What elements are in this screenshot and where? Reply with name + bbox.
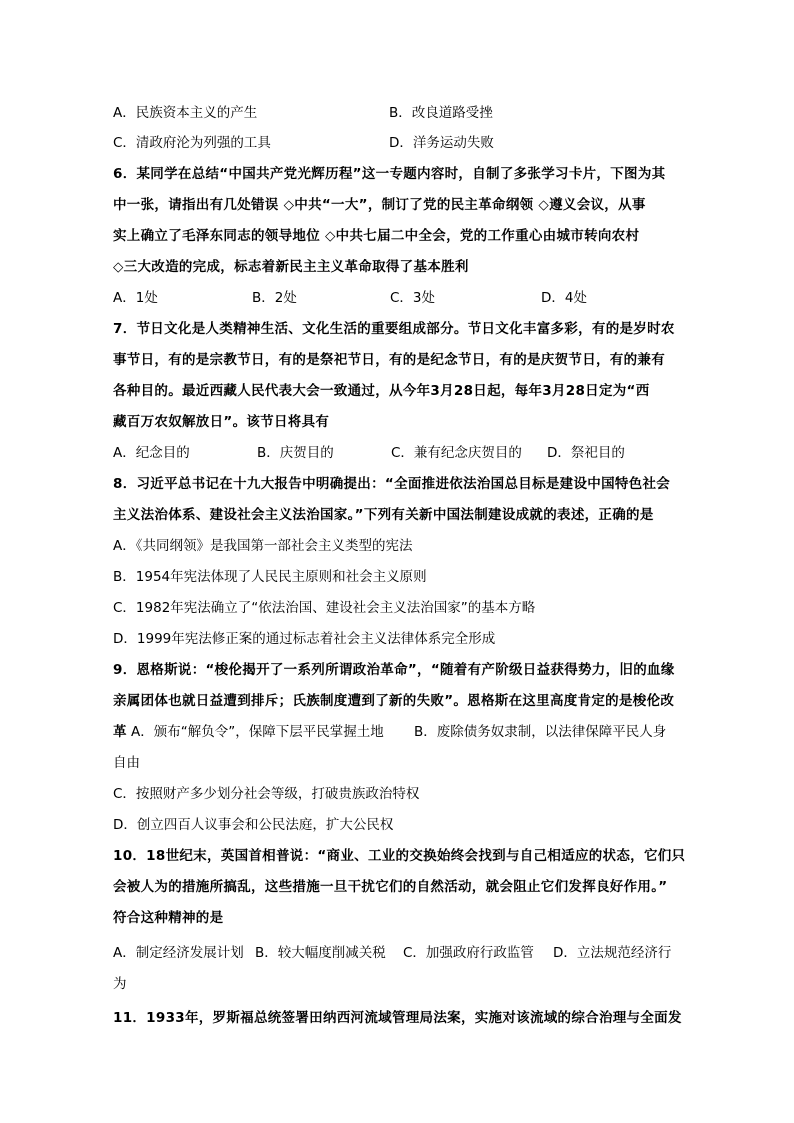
q8-option-c: C．1982年宪法确立了“依法治国、建设社会主义法治国家”的基本方略 [113,600,536,616]
q7-option-c: C．兼有纪念庆贺目的 [391,445,522,461]
q5-option-b: B．改良道路受挫 [389,105,493,121]
q8-stem-line-1: 8．习近平总书记在十九大报告中明确提出：“全面推进依法治国总目标是建设中国特色社会 [113,476,671,492]
q7-stem-line-1: 7．节日文化是人类精神生活、文化生活的重要组成部分。节日文化丰富多彩，有的是岁时农 [113,321,675,337]
q11-stem-line-1: 11．1933年，罗斯福总统签署田纳西河流域管理局法案，实施对该流域的综合治理与全面发 [113,1010,682,1026]
q10-option-d-continued: 为 [113,976,127,992]
q9-option-b: B．废除债务奴隶制，以法律保障平民人身 [414,724,667,740]
q10-option-d: D．立法规范经济行 [553,945,672,961]
q6-stem-line-4: ◇三大改造的完成，标志着新民主主义革命取得了基本胜利 [113,259,469,275]
q6-stem-line-3: 实上确立了毛泽东同志的领导地位 ◇中共七届二中全会，党的工作重心由城市转向农村 [113,228,640,244]
q10-stem-line-2: 会被人为的措施所搞乱，这些措施一旦干扰它们的自然活动，就会阻止它们发挥良好作用。” [113,879,668,895]
q8-option-d: D．1999年宪法修正案的通过标志着社会主义法律体系完全形成 [113,631,496,647]
q6-option-d: D．4处 [541,290,587,306]
q7-stem-line-4: 藏百万农奴解放日”。该节日将具有 [113,414,330,430]
q9-option-c: C．按照财产多少划分社会等级，打破贵族政治特权 [113,786,420,802]
q8-option-a: A．《共同纲领》是我国第一部社会主义类型的宪法 [113,538,413,554]
q10-stem-line-3: 符合这种精神的是 [113,910,224,926]
q7-option-b: B．庆贺目的 [257,445,334,461]
q10-options-row [113,941,683,965]
q9-stem-options-row [113,720,683,744]
q8-stem-line-2: 主义法治体系、建设社会主义法治国家。”下列有关新中国法制建设成就的表述，正确的是 [113,507,654,523]
q5-options-row-1 [113,101,683,125]
q9-stem-tail: 革 [113,724,127,740]
q5-option-a: A．民族资本主义的产生 [113,105,258,121]
q9-option-a: A．颁布“解负令”，保障下层平民掌握土地 [131,724,384,740]
q7-option-d: D．祭祀目的 [547,445,625,461]
q7-stem-line-2: 事节日，有的是宗教节日，有的是祭祀节日，有的是纪念节日，有的是庆贺节日，有的兼有 [113,352,665,368]
q8-option-b: B．1954年宪法体现了人民民主原则和社会主义原则 [113,569,427,585]
q7-stem-line-3: 各种目的。最近西藏人民代表大会一致通过，从今年3月28日起，每年3月28日定为“西 [113,383,650,399]
q9-stem-line-1: 9．恩格斯说：“梭伦揭开了一系列所谓政治革命”，“随着有产阶级日益获得势力，旧的血缘 [113,662,675,678]
q10-option-a: A．制定经济发展计划 [113,945,244,961]
q5-option-c: C．清政府沦为列强的工具 [113,135,271,151]
q5-options-row-2 [113,131,683,155]
q10-option-b: B．较大幅度削减关税 [255,945,386,961]
q6-option-c: C．3处 [390,290,436,306]
q6-option-b: B．2处 [252,290,297,306]
q6-stem-line-2: 中一张，请指出有几处错误 ◇中共“一大”，制订了党的民主革命纲领 ◇遵义会议，从事 [113,197,646,213]
q5-option-d: D．洋务运动失败 [389,135,494,151]
q9-option-d: D．创立四百人议事会和公民法庭，扩大公民权 [113,817,394,833]
q7-option-a: A．纪念目的 [113,445,190,461]
q6-option-a: A．1处 [113,290,158,306]
q6-stem-line-1: 6．某同学在总结“中国共产党光辉历程”这一专题内容时，自制了多张学习卡片，下图为其 [113,166,666,182]
q10-stem-line-1: 10．18世纪末，英国首相普说：“商业、工业的交换始终会找到与自己相适应的状态，它们只 [113,848,686,864]
q7-options-row [113,441,683,465]
q9-stem-line-2: 亲属团体也就日益遭到排斥；氏族制度遭到了新的失败”。恩格斯在这里高度肯定的是梭伦改 [113,693,675,709]
q10-option-c: C．加强政府行政监管 [403,945,534,961]
q9-option-b-continued: 自由 [113,755,140,771]
q6-options-row [113,286,683,310]
